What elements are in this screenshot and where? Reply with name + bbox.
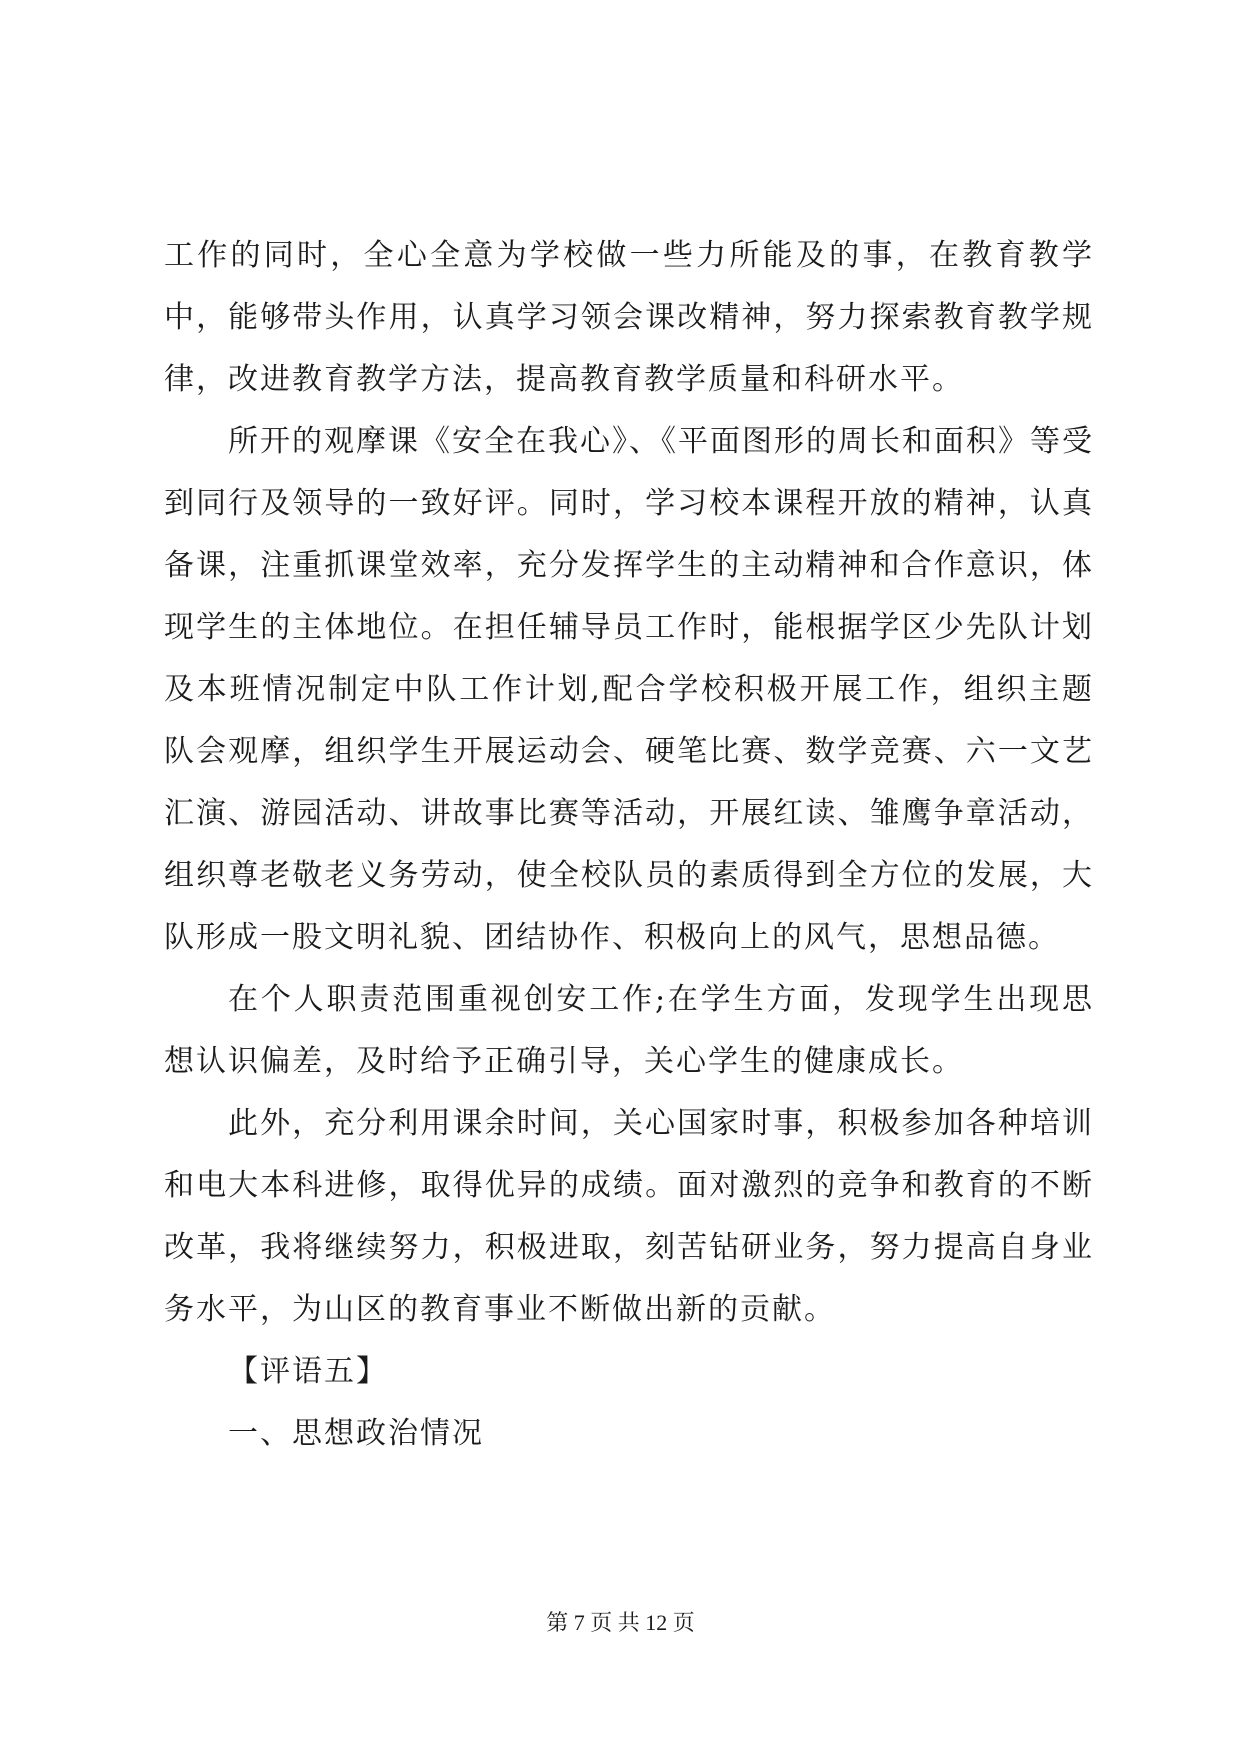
paragraph-continuation: 工作的同时，全心全意为学校做一些力所能及的事，在教育教学中，能够带头作用，认真学习领会课改精神，努力探索教育教学规律，改进教育教学方法，提高教育教学质量和科研水平。 <box>164 238 1094 397</box>
document-body <box>164 225 1094 1465</box>
paragraph-safety-work: 在个人职责范围重视创安工作;在学生方面，发现学生出现思想认识偏差，及时给予正确引导，关心学生的健康成长。 <box>164 982 1094 1079</box>
subheading-political-thought: 一、思想政治情况 <box>228 1416 484 1451</box>
paragraph-observation-class: 所开的观摩课《安全在我心》、《平面图形的周长和面积》等受到同行及领导的一致好评。同时，学习校本课程开放的精神，认真备课，注重抓课堂效率，充分发挥学生的主动精神和合作意识，体现学生的主体地位。在担任辅导员工作时，能根据学区少先队计划及本班情况制定中队工作计划,配合学校积极开展工作，组织主题队会观摩，组织学生开展运动会、硬笔比赛、数学竞赛、六一文艺汇演、游园活动、讲故事比赛等活动，开展红读、雏鹰争章活动，组织尊老敬老义务劳动，使全校队员的素质得到全方位的发展，大队形成一股文明礼貌、团结协作、积极向上的风气，思想品德。 <box>164 424 1094 955</box>
paragraph-further-study: 此外，充分利用课余时间，关心国家时事，积极参加各种培训和电大本科进修，取得优异的成绩。面对激烈的竞争和教育的不断改革，我将继续努力，积极进取，刻苦钻研业务，努力提高自身业务水平，为山区的教育事业不断做出新的贡献。 <box>164 1106 1094 1327</box>
page-number-footer: 第 7 页 共 12 页 <box>546 1610 695 1635</box>
section-heading-review-five: 【评语五】 <box>228 1354 388 1389</box>
